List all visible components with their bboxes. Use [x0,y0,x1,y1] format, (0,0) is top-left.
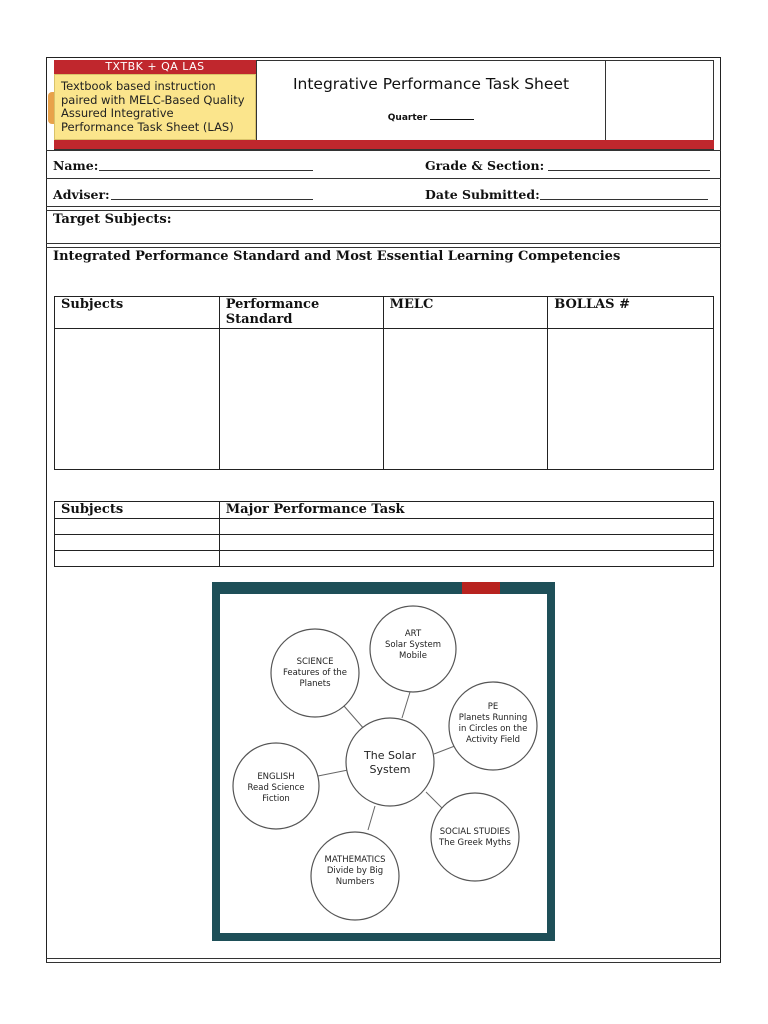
performance-task-table [54,501,714,567]
table-row [55,519,714,535]
badge-line: paired with MELC-Based Quality [61,92,245,107]
svg-text:ARTSolar SystemMobile: ART Solar System Mobile [384,629,442,661]
pe-label: PE [487,702,499,712]
art-label: ART [404,629,422,639]
cell-melc[interactable] [383,329,548,470]
date-submitted-field[interactable] [540,199,708,200]
math-label: MATHEMATICS [324,855,386,865]
badge-description [54,74,256,140]
adviser-field[interactable] [111,199,313,200]
badge-line: Textbook based instruction [61,79,216,93]
math-node [311,832,399,920]
table-header-row [55,297,714,329]
date-submitted-label: Date Submitted: [425,187,540,202]
header-performance-standard: Performance Standard [219,297,383,329]
social-studies-label: SOCIAL STUDIES [439,827,511,837]
divider [46,178,721,179]
double-divider [46,958,721,963]
cell-task[interactable] [219,551,713,567]
diagram-red-accent [462,582,500,594]
cell-bollas[interactable] [548,329,714,470]
table-header-row [55,502,714,519]
grade-section-label: Grade & Section: [425,158,545,173]
science-label: SCIENCE [296,657,334,667]
table-row [55,535,714,551]
cell-performance-standard[interactable] [219,329,383,470]
divider [46,150,721,151]
svg-text:ENGLISHRead ScienceFiction: ENGLISH Read Science Fiction [247,772,305,804]
competencies-table [54,296,714,470]
svg-text:SOCIAL STUDIESThe Greek Myths: SOCIAL STUDIES The Greek Myths [438,827,512,848]
cell-task[interactable] [219,535,713,551]
cell-task[interactable] [219,519,713,535]
target-subjects-label: Target Subjects: [53,212,172,227]
badge-title: TXTBK + QA LAS [54,60,256,74]
header-major-performance-task: Major Performance Task [219,502,713,519]
svg-text:SCIENCEFeatures of thePlanets: SCIENCE Features of the Planets [282,657,348,689]
double-divider [46,206,721,211]
header-red-bar [54,140,714,149]
adviser-label: Adviser: [53,187,110,202]
quarter-blank[interactable] [430,111,474,120]
center-label: The Solar [364,749,416,762]
double-divider [46,243,721,248]
header-subjects: Subjects [55,297,220,329]
quarter-field[interactable] [256,111,606,123]
cell-subjects[interactable] [55,329,220,470]
svg-text:MATHEMATICSDivide by BigNumber: MATHEMATICS Divide by Big Numbers [324,855,386,887]
competencies-heading: Integrated Performance Standard and Most Essential Learning Competencies [53,249,621,264]
header-melc: MELC [383,297,548,329]
name-field[interactable] [99,170,313,171]
center-node [346,718,434,806]
svg-text:PEPlanets Runningin Circles on: PE Planets Running in Circles on the Activity Field [458,702,528,745]
title-cell [256,60,606,140]
table-row [55,551,714,567]
badge-line: Performance Task Sheet (LAS) [61,119,234,134]
solar-system-diagram [220,594,547,933]
cell-subject[interactable] [55,519,220,535]
cell-subject[interactable] [55,535,220,551]
english-label: ENGLISH [257,772,295,782]
table-row [55,329,714,470]
svg-text:The SolarSystem: The Solar System [364,749,416,776]
social-studies-node [431,793,519,881]
page-title: Integrative Performance Task Sheet [292,75,570,93]
cell-subject[interactable] [55,551,220,567]
badge-line: Assured Integrative [61,106,174,120]
quarter-label: Quarter [387,113,428,123]
grade-section-field[interactable] [548,170,710,171]
header-bollas: BOLLAS # [548,297,714,329]
header-subjects: Subjects [55,502,220,519]
name-label: Name: [53,158,99,173]
